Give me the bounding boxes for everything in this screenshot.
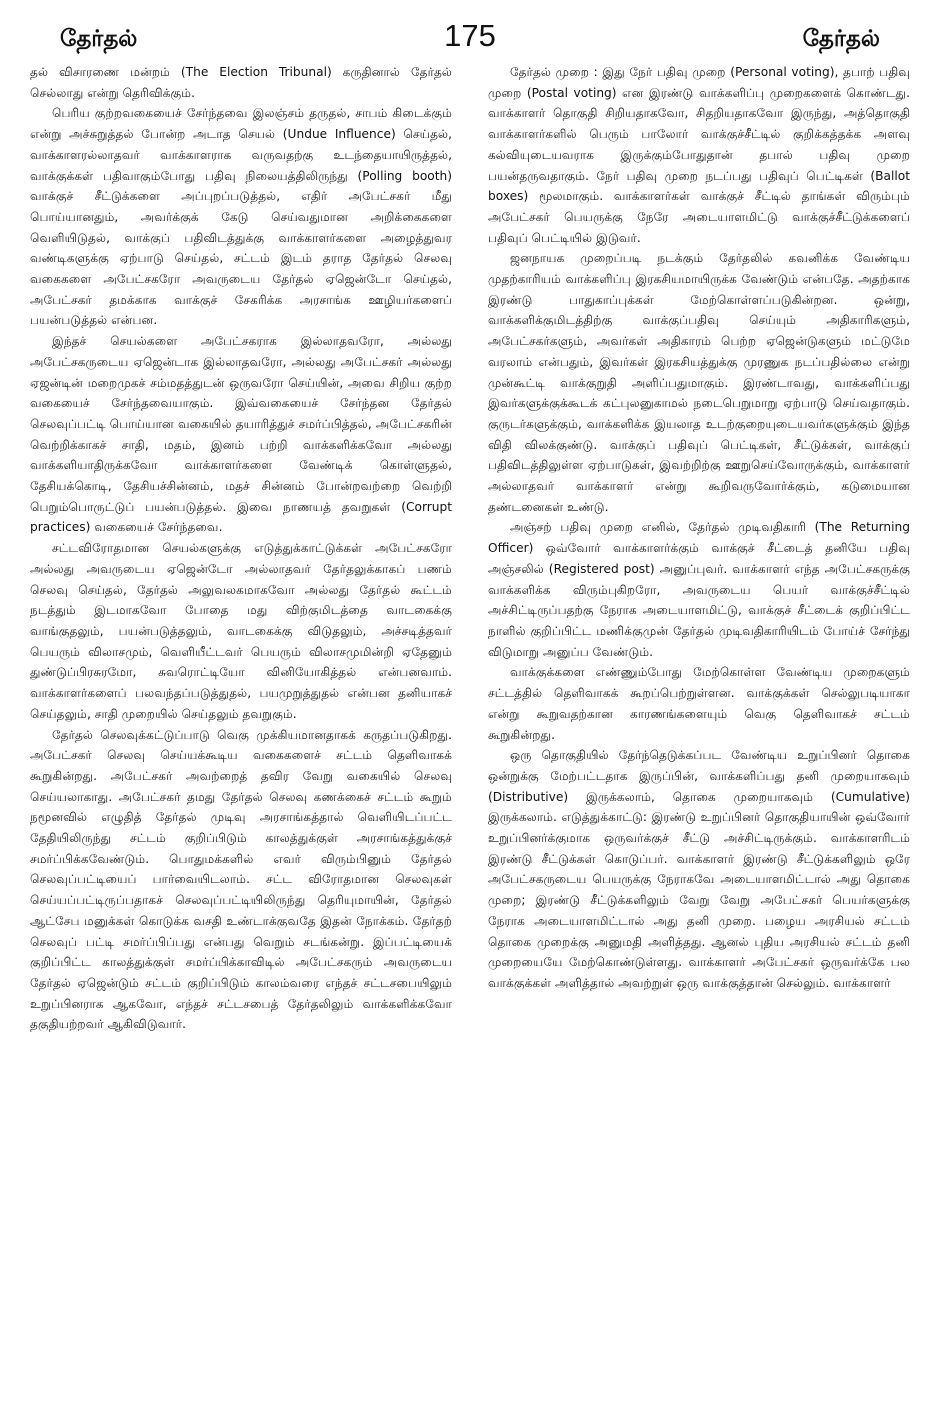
paragraph: தேர்தல் செலவுக்கட்டுப்பாடு வெகு முக்கியமானதாகக் கருதப்படுகிறது. அபேட்சகர் செலவு செய்யக்கூடிய வகைகளைச் சட்டம் தெளிவாகக் கூறுகின்றது. அபேட்சகர் அவற்றைத் தவிர வேறு வகையில் செலவு செய்யலாகாது. அபேட்சகர் தமது தேர்தல் செலவு கணக்கைச் சட்டம் கூறும் நமூனவில் எழுதித் தேர்தல் முடிவு அரசாங்கத்தால் வெளியிடப்பட்ட தேதியிலிருந்து சட்டம் குறிப்பிடும் காலத்துக்குள் அரசாங்கத்துக்குச் சமர்ப்பிக்கவேண்டும். பொதுமக்களில் எவர் விரும்பினும் தேர்தல் செலவுப்பட்டியைப் பார்வையிடலாம். சட்ட விரோதமான செலவுகள் செய்யப்பட்டிருப்பதாகச் செலவுப்பட்டியிலிருந்து தெரியுமாயின், தேர்தல் ஆட்சேப மனுக்கள் கொடுக்க வசதி உண்டாக்குவதே இதன் நோக்கம். தேர்தற் செலவுப் பட்டி சமர்ப்பிப்பது என்பது வெறும் சடங்கன்று. இப்பட்டியைக் குறிப்பிட்ட காலத்துக்குள் சமர்ப்பிக்காவிடில் அபேட்சகரும் அவருடைய தேர்தல் ஏஜென்டும் சட்டம் குறிப்பிடும் காலம்வரை எந்தச் சட்டசபையிலும் உறுப்பினராக ஆகவோ, எந்தச் சட்டசபைத் தேர்தலிலும் வாக்களிக்கவோ தகுதியற்றவர் ஆகிவிடுவார். [30, 727, 452, 1032]
paragraph: தல் விசாரணை மன்றம் (The Election Tribunal) கருதினால் தேர்தல் செல்லாது என்று தெரிவிக்கும். [30, 65, 452, 100]
paragraph: பெரிய குற்றவகையைச் சேர்ந்தவை இலஞ்சம் தருதல், சாபம் கிடைக்கும் என்று அச்சுறுத்தல் போன்ற அடாத செயல் (Undue Influence) செய்தல், வாக்காளரல்லாதவர் வாக்காளராக வருவதற்கு உடந்தையாயிருத்தல், வாக்குக்கள் பதிவாகும்போது பதிவு நிலையத்திலிருந்து (Polling booth) வாக்குச் சீட்டுக்களை அப்புறப்படுத்தல், எதிர் அபேட்சகர் மீது பொய்யானதும், அவர்க்குக் கேடு செய்வதுமான அறிக்கைகளை வெளியிடுதல், வாக்குப் பதிவிடத்துக்கு வாக்காளர்களை அழைத்துவர வண்டிகளுக்கு ஏற்பாடு செய்தல், சட்டம் இடம் தராத தேர்தல் செலவு வகைகளை அபேட்சகரோ அவருடைய தேர்தல் ஏஜென்டோ செய்தல், அபேட்சகர் தமக்காக வாக்குச் சேகரிக்க அரசாங்க ஊழியர்களைப் பயன்படுத்தல் என்பன. [30, 106, 452, 328]
page-number: 175 [444, 18, 496, 53]
paragraph: அஞ்சற் பதிவு முறை எனில், தேர்தல் முடிவதிகாரி (The Returning Officer) ஒவ்வோர் வாக்காளர்க்கும் வாக்குச் சீட்டைத் தனியே பதிவு அஞ்சலில் (Registered post) அனுப்புவர். வாக்காளர் எந்த அபேட்சகருக்கு வாக்களிக்க விரும்புகிறரோ, அவருடைய பெயர் வாக்குச்சீட்டில் அச்சிட்டிருப்பதற்கு நேராக அடையாளமிட்டு, வாக்குச் சீட்டைக் குறிப்பிட்ட நாளில் குறிப்பிட்ட மணிக்குமுன் தேர்தல் முடிவதிகாரியிடம் போய்ச் சேர்ந்து விடுமாறு அனுப்ப வேண்டும். [488, 520, 910, 659]
paragraph: தேர்தல் முறை : இது நேர் பதிவு முறை (Personal voting), தபாற் பதிவு முறை (Postal voting) என இரண்டு வாக்களிப்பு முறைகளைக் கொண்டது. வாக்காளர் தொகுதி சிறியதாகவோ, சிதறியதாகவோ இருந்து, அத்தொகுதி வாக்காளர்களில் பெரும் பாலோர் வாக்குச்சீட்டில் குறிக்கத்தக்க அளவு கல்வியுடையவராக இருக்கும்போதுதான் தபால் பதிவு முறை பயன்தருவதாகும். நேர் பதிவு முறை நடப்பது பதிவுப் பெட்டிகள் (Ballot boxes) மூலமாகும். வாக்காளர்கள் வாக்குச் சீட்டில் தாங்கள் விரும்பும் அபேட்சகர் பெயருக்கு நேரே அடையாளமிட்டு வாக்குச்சீட்டுக்களைப் பதிவுப் பெட்டியில் இடுவர். [488, 65, 910, 245]
text-columns [30, 62, 910, 1412]
running-head-left: தேர்தல் [60, 26, 138, 52]
page-header [30, 0, 910, 62]
paragraph: ஜனநாயக முறைப்படி நடக்கும் தேர்தலில் கவனிக்க வேண்டிய முதற்காரியம் வாக்களிப்பு இரகசியமாயிருக்க வேண்டும் என்பதே. அதற்காக இரண்டு பாதுகாப்புக்கள் மேற்கொள்ளப்படுகின்றன. ஒன்று, வாக்களிக்குமிடத்திற்கு வாக்குப்பதிவு செய்யும் அதிகாரிகளும், அபேட்சகர்களும், அவர்கள் அதிகாரம் பெற்ற ஏஜென்டுகளும் மட்டுமே வரலாம் என்பதும், இவர்கள் இரகசியத்துக்கு முரணுக நடப்பதில்லை என்று முன்கூட்டி வாக்குறுதி அளிப்பதுமாகும். இரண்டாவது, வாக்களிப்பது இவர்களுக்குக்கூடக் கட்புலனுகாமல் நடைபெறுமாறு ஏற்பாடு செய்வதாகும். குருடர்களுக்கும், வாக்களிக்க இயலாத உடற்குறையுடையவர்களுக்கும் இந்த விதி விலக்குண்டு. வாக்குப் பதிவுப் பெட்டிகள், சீட்டுக்கள், வாக்குப் பதிவிடத்திலுள்ள ஏற்பாடுகள், இவற்றிற்கு ஊறுசெய்வோருக்கும், வாக்காளர் அல்லாதவர் வாக்காளர் என்று கூறிவருவோர்க்கும், கடுமையான தண்டனைகள் உண்டு. [488, 251, 910, 514]
paragraph: வாக்குக்களை எண்ணும்போது மேற்கொள்ள வேண்டிய முறைகளும் சட்டத்தில் தெளிவாகக் கூறப்பெற்றுள்ளன. வாக்குக்கள் செல்லுபடியாகா என்று கூறுவதற்கான காரணங்களையும் வெகு தெளிவாகச் சட்டம் கூறுகின்றது. [488, 665, 910, 742]
paragraph: சட்டவிரோதமான செயல்களுக்கு எடுத்துக்காட்டுக்கள் அபேட்சகரோ அல்லது அவருடைய ஏஜென்டோ அல்லாதவர் தேர்தலுக்காகப் பணம் செலவு செய்தல், தேர்தல் அலுவலகமாகவோ அல்லது தேர்தல் கூட்டம் நடத்தும் இடமாகவோ போதை மது விற்குமிடத்தை வாடகைக்கு வாங்குதலும், பயன்படுத்தலும், வாடகைக்கு விடுதலும், அச்சடித்தவர் பெயரும் விலாசமும், வெளியீட்டவர் பெயரும் விலாசமுமின்றி ஏதேனும் துண்டுப்பிரசுரமோ, சுவரொட்டியோ வினியோகித்தல் என்பனவாம். வாக்காளர்களைப் பலவந்தப்படுத்துதல், பயமுறுத்துதல் என்பன தனியாகச் செய்தலும், சாதி முறையில் செய்தலும் தவறுகும். [30, 541, 452, 721]
left-column [30, 62, 452, 1412]
paragraph: ஒரு தொகுதியில் தேர்ந்தெடுக்கப்பட வேண்டிய உறுப்பினர் தொகை ஒன்றுக்கு மேற்பட்டதாக இருப்பின், வாக்களிப்பது தனி முறையாகவும் (Distributive) இருக்கலாம், தொகை முறையாகவும் (Cumulative) இருக்கலாம். எடுத்துக்காட்டு: இரண்டு உறுப்பினர் தொகுதியாயின் ஒவ்வோர் உறுப்பினர்க்குமாக ஒருவர்க்குச் சீட்டு அச்சிட்டிருக்கும். வாக்காளரிடம் இரண்டு சீட்டுக்கள் கொடுப்பர். வாக்காளர் இரண்டு சீட்டுக்களிலும் ஒரே அபேட்சகருடைய பெயருக்கு நேராகவே அடையாளமிட்டால் அது தொகை முறை; இரண்டு சீட்டுக்களிலும் வேறு வேறு அபேட்சகர் பெயர்களுக்கு நேராக அடையாளமிட்டால் அது தனி முறை. பழைய அரசியல் சட்டம் தொகை முறைக்கு அனுமதி அளித்தது. ஆனல் புதிய அரசியல் சட்டம் தனி முறையையே மேற்கொண்டுள்ளது. வாக்காளர் அபேட்சகர் ஒருவர்க்கே பல வாக்குக்கள் அளித்தால் அவற்றுள் ஒரு வாக்குத்தான் செல்லும். வாக்காளர் [488, 748, 910, 990]
right-column [488, 62, 910, 1412]
paragraph: இந்தச் செயல்களை அபேட்சகராக இல்லாதவரோ, அல்லது அபேட்சகருடைய ஏஜென்டாக இல்லாதவரோ, அல்லது அபேட்சகர் அல்லது ஏஜன்டின் மறைமுகச் சம்மதத்துடன் ஒருவரோ செய்யின், அவை சிறிய குற்ற வகையைச் சேர்ந்தவையாகும். இவ்வகையைச் சேர்ந்தன தேர்தல் செலவுப்பட்டி பொய்யான வகையில் தயாரித்துச் சமர்ப்பித்தல், அபேட்சகரின் வெற்றிக்காகச் சாதி, மதம், இனம் பற்றி வாக்களிக்கவோ அல்லது வாக்களியாதிருக்கவோ வாக்காளர்களை வேண்டிக் கொள்ளுதல், தேசியக்கொடி, தேசியச்சின்னம், மதச் சின்னம் போன்றவற்றை வெற்றி பெறும்பொருட்டுப் பயன்படுத்தல். இவை நாணயத் தவறுகள் (Corrupt practices) வகையைச் சேர்ந்தவை. [30, 334, 452, 535]
running-head-right: தேர்தல் [802, 26, 880, 52]
